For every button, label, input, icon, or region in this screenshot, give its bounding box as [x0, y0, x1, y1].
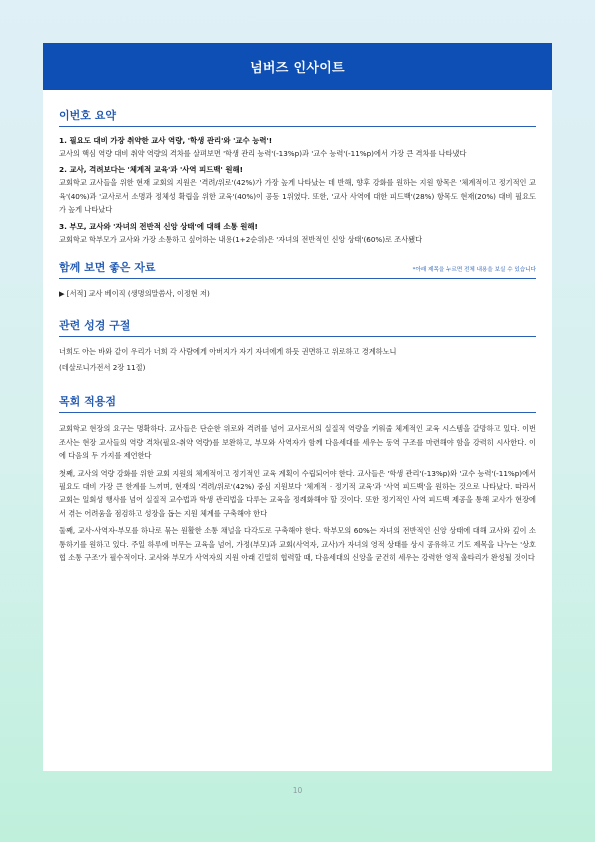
application-paragraph-1: 교회학교 현장의 요구는 명확하다. 교사들은 단순한 위로와 격려를 넘어 교사로서의 실질적 역량을 키워줄 체계적인 교육 시스템을 갈망하고 있다. 이번 조사는 현장 교사들의 역량 격차(필요-취약 역량)를 보완하고, 부모와 사역자가 함께 다음세대를 세우는 동역 구조를 마련해야 함을 강력히 시사한다. 이에 다음의 두 가지를 제언한다 — [59, 424, 536, 461]
summary-heading-1: 1. 필요도 대비 가장 취약한 교사 역량, '학생 관리'와 '교수 능력'! — [59, 136, 273, 145]
summary-heading-2: 2. 교사, 격려보다는 '체계적 교육'과 '사역 피드백' 원해! — [59, 165, 243, 175]
scripture-text: 너희도 아는 바와 같이 우리가 너희 각 사람에게 아버지가 자기 자녀에게 하듯 권면하고 위로하고 경계하노니 — [59, 347, 397, 357]
application-title: 목회 적용점 — [59, 395, 116, 409]
summary-body-1: 교사의 핵심 역량 대비 취약 역량의 격차를 살펴보면 '학생 관리 능력'(-13%p)과 '교수 능력'(-11%p)에서 가장 큰 격차를 나타냈다 — [59, 149, 467, 158]
summary-body-2: 교회학교 교사들을 위한 현재 교회의 지원은 '격려/위로'(42%)가 가장 높게 나타났는 데 반해, 향후 강화를 원하는 지원 항목은 '체계적이고 정기적인 교육'(40%)과 '교사로서 소명과 정체성 확립을 위한 교육'(40%)이 공동 1위였다. 또한, '교사 사역에 대한 피드백'(28%) 항목도 현재(20%) 대비 필요도가 높게 나타났다 — [59, 178, 536, 215]
resource-link-book[interactable]: ▶ [서적] 교사 베이직 (생명의말씀사, 이정현 저) — [59, 289, 210, 299]
application-paragraph-3: 둘째, 교사-사역자-부모를 하나로 묶는 원활한 소통 채널을 다각도로 구축해야 한다. 학부모의 60%는 자녀의 전반적인 신앙 상태에 대해 교사와 깊이 소통하기를 원하고 있다. 주일 하루에 머무는 교육을 넘어, 가정(부모)과 교회(사역자, 교사)가 자녀의 영적 상태를 상시 공유하고 기도 제목을 나누는 '상호협 소통 구조'가 필수적이다. 교사와 부모가 사역자의 지원 아래 긴밀히 협력할 때, 다음세대의 신앙을 굳건히 세우는 강력한 영적 울타리가 완성될 것이다 — [59, 526, 536, 563]
summary-heading-3: 3. 부모, 교사와 '자녀의 전반적 신앙 상태'에 대해 소통 원해! — [59, 221, 258, 231]
resources-section — [59, 259, 536, 300]
scripture-ref: (데살로니가전서 2장 11절) — [59, 363, 146, 373]
application-paragraph-2: 첫째, 교사의 역량 강화를 위한 교회 지원의 체계적이고 정기적인 교육 계획이 수립되어야 한다. 교사들은 '학생 관리'(-13%p)와 '교수 능력'(-11%p)에서 필요도 대비 가장 큰 한계를 느끼며, 현재의 '격려/위로'(42%) 중심 지원보다 '체계적 · 정기적 교육'과 '사역 피드백'을 원하는 것으로 나타났다. 따라서 교회는 일회성 행사를 넘어 실질적 교수법과 학생 관리법을 다루는 교육을 정례화해야 할 것이다. 또한 정기적인 사역 피드백 제공을 통해 교사가 현장에서 겪는 어려움을 점검하고 성장을 돕는 지원 체계를 구축해야 한다 — [59, 468, 536, 518]
resources-note: *아래 제목을 누르면 전체 내용을 보실 수 있습니다 — [412, 267, 536, 274]
header-title: 넘버즈 인사이트 — [250, 61, 345, 76]
application-section — [59, 393, 536, 564]
document-page — [43, 43, 552, 771]
scripture-section — [59, 317, 536, 376]
summary-body-3: 교회학교 학부모가 교사와 가장 소통하고 싶어하는 내용(1+2순위)은 '자녀의 전반적인 신앙 상태'(60%)로 조사됐다 — [59, 234, 423, 244]
resources-header — [59, 259, 536, 279]
summary-section — [59, 107, 536, 246]
header-banner — [43, 43, 552, 90]
summary-title: 이번호 요약 — [59, 109, 116, 122]
scripture-title: 관련 성경 구절 — [59, 319, 131, 333]
resources-title: 함께 보면 좋은 자료 — [59, 261, 156, 275]
page-number: 10 — [292, 786, 303, 795]
summary-header — [59, 107, 536, 127]
page-content — [43, 107, 552, 565]
application-header — [59, 393, 536, 413]
scripture-header — [59, 317, 536, 337]
